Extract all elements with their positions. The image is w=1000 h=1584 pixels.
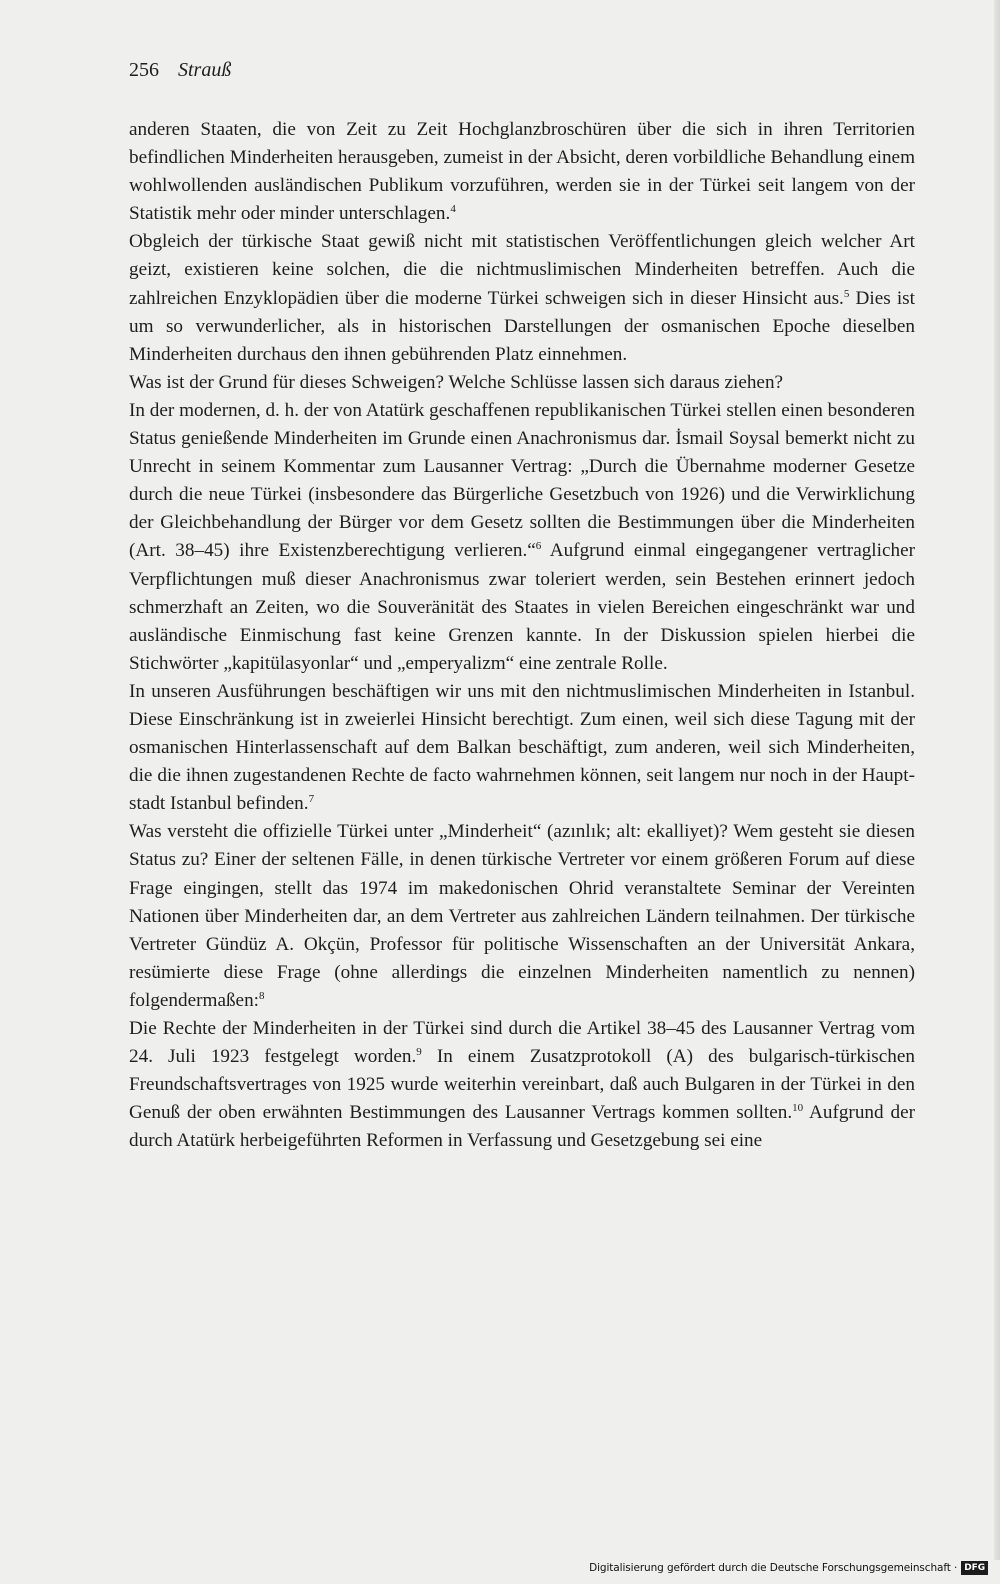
dfg-logo-icon: DFG — [961, 1561, 988, 1575]
paragraph — [129, 1015, 915, 1155]
paragraph — [129, 228, 915, 368]
paragraph — [129, 678, 915, 818]
running-head — [129, 58, 231, 82]
text-run: Was ist der Grund für dieses Schweigen? Welche Schlüsse lassen sich daraus ziehen? — [129, 371, 784, 393]
footnote-ref: 4 — [450, 203, 456, 216]
text-run: Die Rechte der Minderheiten in der Türkei sind durch die Artikel 38–45 des Lausanner Vertrag vom 24. Juli 1923 festgelegt worden. — [129, 1018, 915, 1068]
text-run: Aufgrund der durch Atatürk herbeigeführten Reformen in Verfassung und Gesetzgebung sei eine — [129, 1102, 915, 1152]
paragraph — [129, 818, 915, 1015]
paragraph — [129, 116, 915, 228]
page-number: 256 — [129, 59, 159, 81]
scan-edge — [994, 0, 1000, 1560]
footnote-ref: 10 — [792, 1102, 804, 1115]
footnote-ref: 7 — [308, 793, 315, 806]
footnote-ref: 9 — [416, 1046, 422, 1059]
text-run: In der modernen, d. h. der von Atatürk geschaffenen republikanischen Türkei stellen einen besonderen Status genießende Minderheiten im Grunde einen Anachronismus dar. İsmail Soysal bemerkt nicht zu Unrecht in seinem Kommentar zum Lausanner Vertrag: „Durch die Übernahme moderner Gesetze durch die neue Türkei (insbesondere das Bürgerliche Gesetzbuch von 1926) und die Verwirklichung der Gleichbehandlung der Bürger vor dem Gesetz sollten die Bestimmungen über die Minderheiten (Art. 38–45) ihre Existenzberechtigung verlieren.“ — [129, 399, 915, 562]
running-head-author: Strauß — [178, 59, 232, 81]
digitization-credit-text: Digitalisierung gefördert durch die Deutsche Forschungsgemeinschaft · — [589, 1562, 958, 1574]
paragraph — [129, 369, 915, 397]
footnote-ref: 5 — [843, 287, 850, 300]
text-run: Dies ist um so verwunderlicher, als in historischen Darstellungen der osmanischen Epoche dieselben Minderheiten durchaus den ihnen gebührenden Platz einnehmen. — [129, 287, 915, 365]
text-run: In unseren Ausführungen beschäftigen wir uns mit den nichtmuslimischen Minderheiten in Istanbul. Diese Einschränkung ist in zweierlei Hinsicht berechtigt. Zum einen, weil sich diese Tagung mit der osmanischen Hinterlassenschaft auf dem Balkan beschäftigt, zum anderen, weil sich Minderheiten, die die ihnen zugestandenen Rechte de facto wahrnehmen können, seit langem nur noch in der Hauptstadt Istanbul befinden. — [129, 680, 915, 815]
body-text — [129, 116, 915, 1155]
text-run: Aufgrund einmal eingegangener vertraglicher Verpflichtungen muß dieser Anachronismus zwar toleriert werden, sein Bestehen erinnert jedoch schmerzhaft an Zeiten, wo die Souveränität des Staates in vielen Bereichen eingeschränkt war und ausländische Einmischung fast keine Grenzen kannte. In der Diskussion spielen hierbei die Stichwörter „kapitülasyonlar“ und „emperyalizm“ eine zentrale Rolle. — [129, 540, 915, 674]
paragraph — [129, 397, 915, 678]
text-run: anderen Staaten, die von Zeit zu Zeit Hochglanzbroschüren über die sich in ihren Territorien befindlichen Minderheiten herausgeben, zumeist in der Absicht, deren vorbildliche Behandlung einem wohlwollenden ausländischen Publikum vorzuführen, werden sie in der Türkei seit langem von der Statistik mehr oder minder unterschlagen. — [129, 119, 915, 225]
text-run: In einem Zusatzprotokoll (A) des bulgarisch-türkischen Freundschaftsvertrages von 1925 wurde weiterhin vereinbart, daß auch Bulgaren in der Türkei in den Genuß der oben erwähnten Bestimmungen des Lausanner Vertrags kommen sollten. — [129, 1046, 915, 1124]
text-run: Obgleich der türkische Staat gewiß nicht mit statistischen Veröffentlichungen gleich welcher Art geizt, existieren keine solchen, die die nichtmuslimischen Minderheiten betreffen. Auch die zahlreichen Enzyklopädien über die moderne Türkei schweigen sich in dieser Hinsicht aus. — [129, 231, 915, 309]
text-run: Was versteht die offizielle Türkei unter „Minderheit“ (azınlık; alt: ekalliyet)? Wem gesteht sie diesen Status zu? Einer der seltenen Fälle, in denen türkische Vertreter vor einem größeren Forum auf diese Frage eingingen, stellt das 1974 im makedonischen Ohrid veranstaltete Seminar der Vereinten Nationen über Minderheiten dar, an dem Vertreter aus zahlreichen Ländern teilnahmen. Der türkische Vertreter Gündüz A. Okçün, Professor für politische Wissenschaften an der Universität Ankara, resümierte diese Frage (ohne allerdings die einzelnen Minderheiten namentlich zu nennen) folgendermaßen: — [129, 821, 915, 1011]
footnote-ref: 8 — [259, 989, 265, 1002]
footnote-ref: 6 — [535, 540, 542, 553]
digitization-credit — [589, 1561, 988, 1575]
